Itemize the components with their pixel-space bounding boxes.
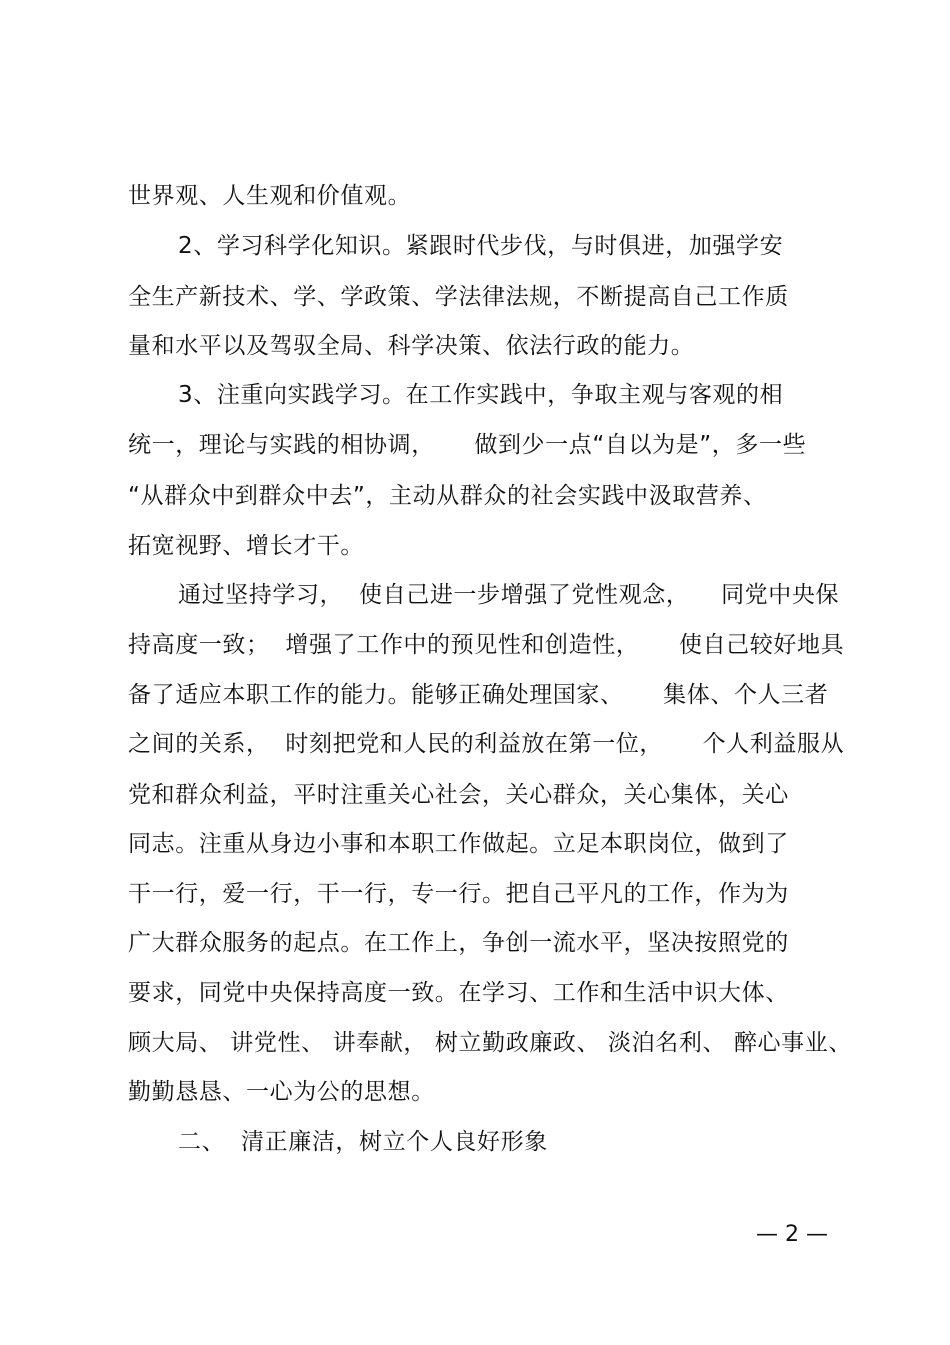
text-line: 党和群众利益，平时注重关心社会，关心群众，关心集体，关心 [128,782,789,808]
text-line: 3、注重向实践学习。在工作实践中，争取主观与客观的相 [178,382,784,408]
text-line: 统一，理论与实践的相协调， 做到少一点“自以为是”，多一些 [128,432,807,458]
text-line: 勤勤恳恳、一心为公的思想。 [128,1079,435,1105]
text-line: 备了适应本职工作的能力。能够正确处理国家、 集体、个人三者 [128,682,829,708]
text-line: 全生产新技术、学、学政策、学法律法规，不断提高自己工作质 [128,284,789,310]
text-line: 同志。注重从身边小事和本职工作做起。立足本职岗位，做到了 [128,831,789,857]
text-line: 通过坚持学习， 使自己进一步增强了党性观念， 同党中央保 [178,582,840,608]
text-line: 世界观、人生观和价值观。 [128,183,412,209]
text-line: 持高度一致； 增强了工作中的预见性和创造性， 使自己较好地具 [128,632,845,658]
text-line: 干一行，爱一行，干一行，专一行。把自己平凡的工作，作为为 [128,881,789,907]
page-number: — 2 — [756,1222,828,1247]
text-line: 量和水平以及驾驭全局、科学决策、依法行政的能力。 [128,333,695,359]
section-heading: 二、 清正廉洁，树立个人良好形象 [178,1129,548,1155]
text-line: 拓宽视野、增长才干。 [128,533,364,559]
text-line: 2、学习科学化知识。紧跟时代步伐，与时俱进，加强学安 [178,233,784,259]
text-line: 广大群众服务的起点。在工作上，争创一流水平，坚决按照党的 [128,930,789,956]
text-line: 要求，同党中央保持高度一致。在学习、工作和生活中识大体、 [128,980,789,1006]
text-line: 之间的关系， 时刻把党和人民的利益放在第一位， 个人利益服从 [128,731,845,757]
text-line: “从群众中到群众中去”，主动从群众的社会实践中汲取营养、 [128,483,767,509]
text-line: 顾大局、 讲党性、 讲奉献， 树立勤政廉政、 淡泊名利、 醉心事业、 [128,1030,852,1056]
